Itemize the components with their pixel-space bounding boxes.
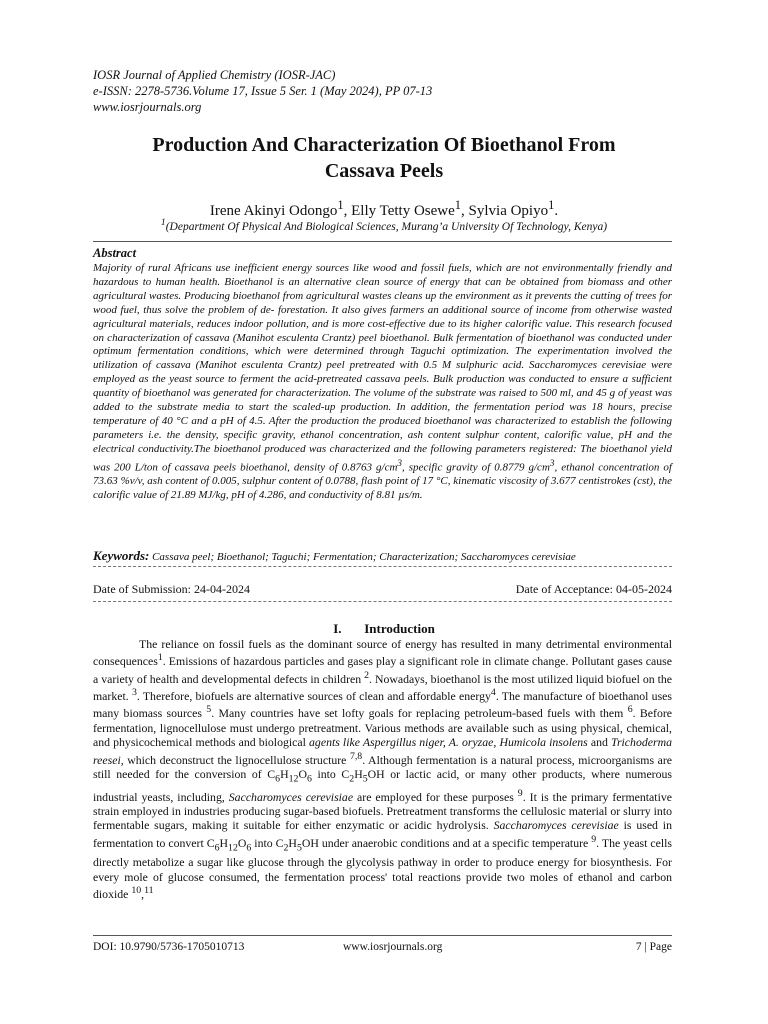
journal-website[interactable]: www.iosrjournals.org [93,100,202,114]
author-affil-mark: 1 [337,198,344,212]
journal-issn: e-ISSN: 2278-5736.Volume 17, Issue 5 Ser. 1 (May 2024), PP 07-13 [93,84,433,98]
section-heading [60,621,708,637]
keywords-label: Keywords: [93,548,150,563]
affiliation [60,216,708,234]
abstract-part: Majority of rural Africans use inefficient energy sources like wood and fossil fuels, which are not environmentally friendly and hazardous to human health. Bioethanol is an alternative clean source of energy that can be obtained from biomass and other agricultural wastes. Producing bioethanol from agricultural wastes cleans up the environment as it prevents the cutting of trees for wood fuel, thus solve the problem of de- forestation. It also gives farmers an additional source of income from otherwise wasted agricultural materials, reduces indoor pollution, and is more cost-effective due to its higher calorific value. This research focused on characterization of cassava (Manihot esculenta Crantz) peel bioethanol. Bulk fermentation of bioethanol was conducted under optimum fermentation conditions, which were determined through Taguchi optimization. The experimentation involved the utilization of cassava (Manihot esculenta Crantz) peel pretreated with 0.5 M sulphuric acid. Saccharomyces cerevisiae were employed as the yeast source to ferment the acid-pretreated cassava peels. Bulk production was conducted to ensure a sufficient quantity of bioethanol was generated for characterization. The volume of the substrate was raised to 500 ml, and 45 g of yeast was added to the substrate media to start the scaled-up production. In addition, the fermentation period was 18 hours, precise temperature of 40 °C and a pH of 4.5. After the production the produced bioethanol was characterized to establish the following parameters i.e. the density, specific gravity, ethanol concentration, ash content sulphur content, calorific value, pH and the electrical conductivity.The bioethanol produced was characterized and the following parameters registered: The bioethanol yield was 200 L/ton of cassava peels bioethanol, density of 0.8763 g/cm [93,262,672,474]
introduction-body [93,637,672,902]
abstract-sup: 3 [397,457,402,468]
section-title: Introduction [364,621,435,636]
abstract-top-rule [93,241,672,242]
title-line-1: Production And Characterization Of Bioethanol From [152,134,616,156]
abstract-text [93,262,672,503]
author-separator: . [554,203,559,219]
footer-website[interactable]: www.iosrjournals.org [343,941,443,953]
section-number: I. [333,621,342,636]
author-separator: , [461,203,469,219]
author-affil-mark: 1 [548,198,555,212]
author-name: Sylvia Opiyo [468,203,549,219]
footer-rule [93,935,672,936]
date-of-acceptance: Date of Acceptance: 04-05-2024 [515,582,672,596]
keywords [93,549,672,564]
author-name: Irene Akinyi Odongo [209,203,338,219]
submission-dates [93,582,672,596]
abstract-heading: Abstract [93,246,137,260]
author-name: Elly Tetty Osewe [351,203,455,219]
author-affil-mark: 1 [454,198,462,212]
author-separator: , [343,203,352,219]
date-of-submission: Date of Submission: 24-04-2024 [93,582,250,596]
abstract-part: , ethanol concentration of 73.63 %v/v, ash content of 0.005, sulphur content of 0.0788, flash point of 17 °C, kinematic viscosity of 3.677 centistrokes (cst), the calorific value of 21.89 MJ/kg, pH of 4.286, and conductivity of 8.81 µs/m. [93,461,672,502]
dashed-divider [93,566,672,567]
affiliation-text: (Department Of Physical And Biological Sciences, Murang’a University Of Technology, Kenya) [165,220,608,233]
abstract-part: , specific gravity of 0.8779 g/cm [401,461,550,474]
affil-mark: 1 [160,217,166,228]
title-line-2: Cassava Peels [324,160,444,182]
intro-paragraph: The reliance on fossil fuels as the dominant source of energy has resulted in many detrimental environmental consequences$^1$. Emissions of hazardous particles and gases play a significant role in climate change. Pollutant gases cause a variety of health and developmental defects in children $^2$. Nowadays, bioethanol is the most utilized liquid biofuel on the market. $^3$. Therefore, biofuels are alternative sources of clean and affordable energy$^4$. The manufacture of bioethanol uses many biomass sources $^5$. Many countries have set lofty goals for replacing petroleum-based fuels with them $^6$. Before fermentation, lignocellulose must undergo pretreatment. Various methods are available such as using physical, chemical, and physicochemical methods and biological agents like Aspergillus niger, A. oryzae, Humicola insolens and Trichoderma reesei, which deconstruct the lignocellulose structure $^{7,8}$. Although fermentation is a natural process, microorganisms are still needed for the conversion of $C_6H_{12}O_6$ into $C_2H_5OH$ or lactic acid, or many other products, where numerous industrial yeasts, including, Saccharomyces cerevisiae are employed for these purposes $^9$. It is the primary fermentative strain employed in industries producing sugar-based biofuels. Pretreatment transforms the cellulosic material or slurry into fermentable sugars, making it suitable for either enzymatic or acidic hydrolysis. Saccharomyces cerevisiae is used in fermentation to convert $C_6H_{12}O_6$ into $C_2H_5OH$ under anaerobic conditions and at a specific temperature $^9$. The yeast cells directly metabolize a sugar like glucose through the glycolysis pathway in order to produce energy for biosynthesis. For every mole of glucose consumed, the fermentation process' total reactions provide two moles of ethanol and carbon dioxide $^{10}$,$^{11}$ [93,637,673,902]
keywords-text: Cassava peel; Bioethanol; Taguchi; Fermentation; Characterization; Saccharomyces cerevisiae [152,551,576,563]
abstract-sup: 3 [549,457,555,468]
dashed-divider [93,601,672,602]
footer-page-number: 7 | Page [635,941,672,953]
journal-header [93,67,432,115]
paper-title [60,132,708,184]
journal-name: IOSR Journal of Applied Chemistry (IOSR-JAC) [93,68,336,82]
footer-doi[interactable]: DOI: 10.9790/5736-1705010713 [93,941,245,953]
